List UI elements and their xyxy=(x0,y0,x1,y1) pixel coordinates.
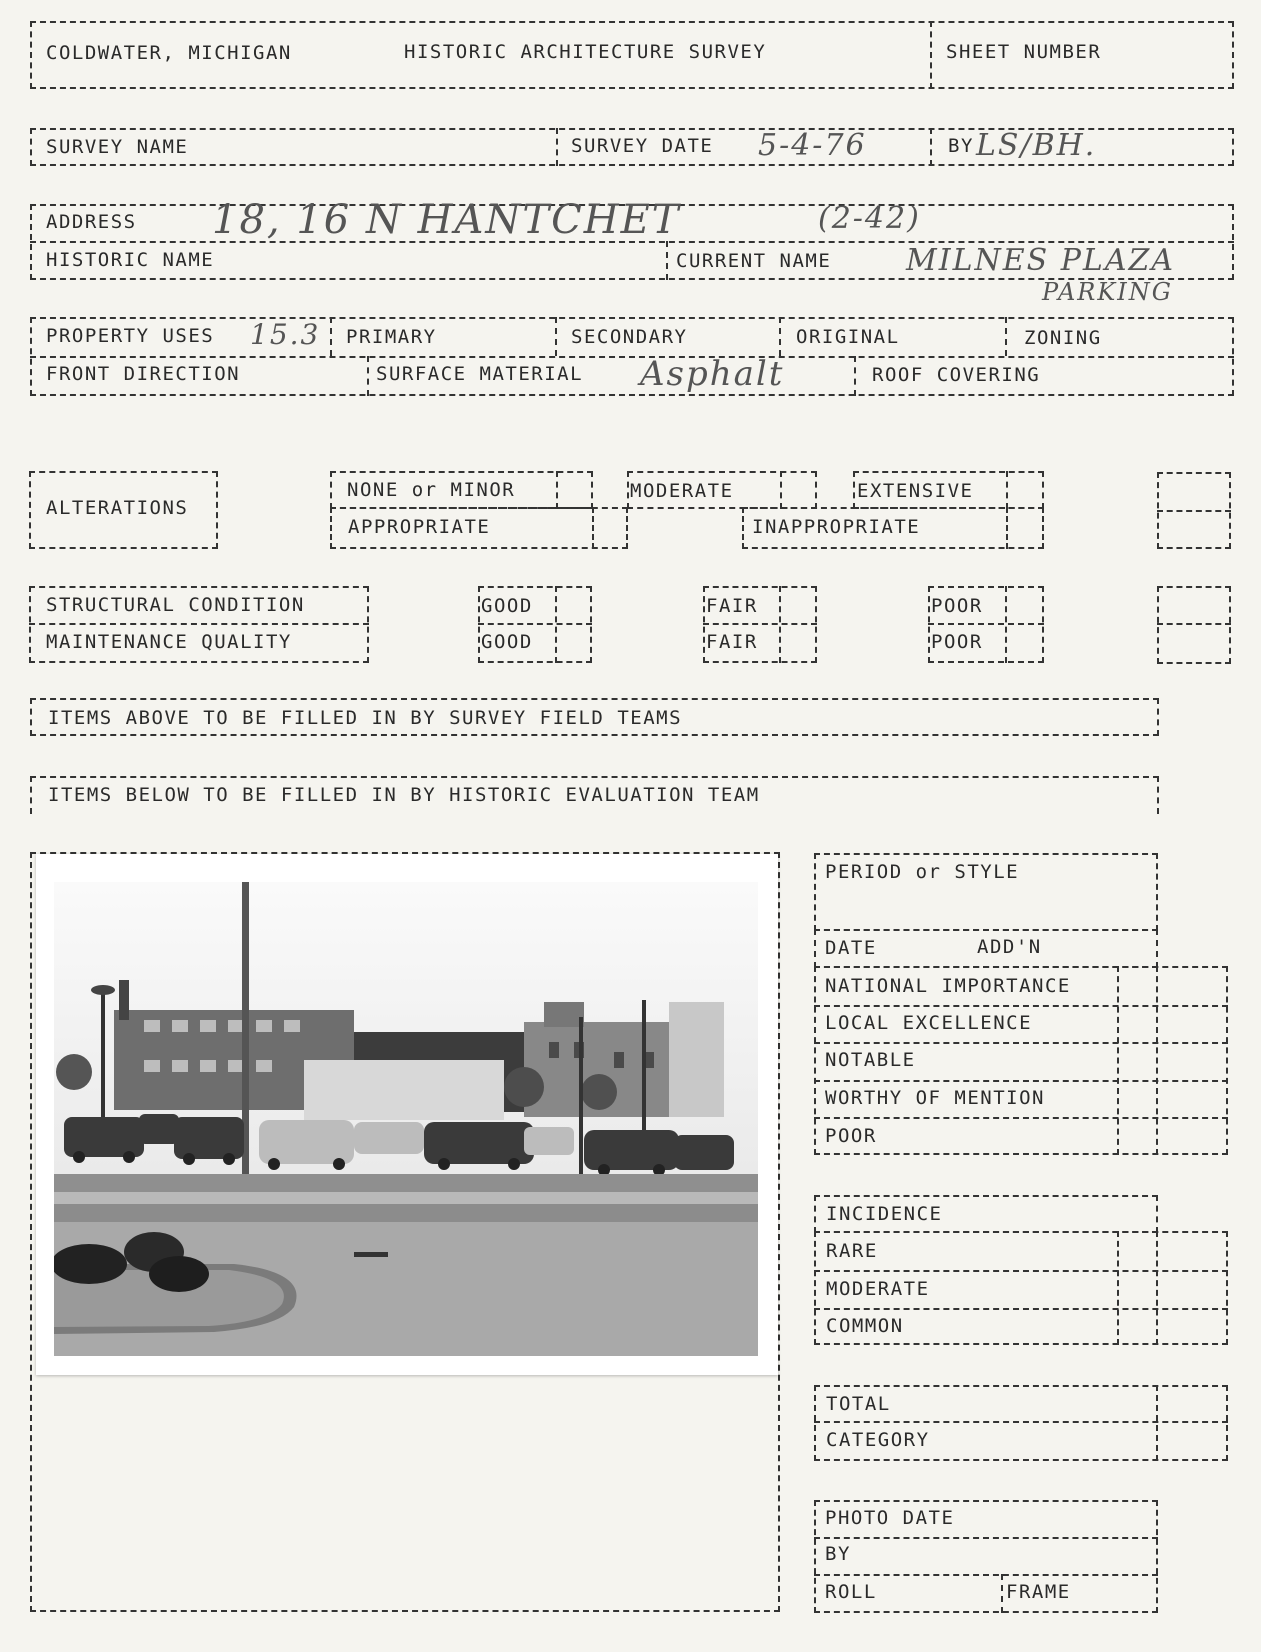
roof-covering-label: ROOF COVERING xyxy=(872,364,1041,386)
total-row-div xyxy=(814,1421,1228,1423)
property-row-divider xyxy=(30,356,1234,358)
property-uses-label: PROPERTY USES xyxy=(46,325,215,347)
poor-label-2: POOR xyxy=(931,631,983,653)
primary-label: PRIMARY xyxy=(346,326,437,348)
surface-material-label: SURFACE MATERIAL xyxy=(376,363,584,385)
survey-divider-2 xyxy=(930,128,932,166)
structural-condition-label: STRUCTURAL CONDITION xyxy=(46,594,305,616)
eval-row-div xyxy=(814,1117,1228,1119)
prop-div-2 xyxy=(555,317,557,356)
good-div xyxy=(478,623,592,625)
frame-label: FRAME xyxy=(1006,1581,1071,1603)
total-label: TOTAL xyxy=(826,1393,891,1415)
category-label: CATEGORY xyxy=(826,1429,930,1451)
current-name-value-1[interactable]: MILNES PLAZA xyxy=(906,243,1176,278)
current-name-label: CURRENT NAME xyxy=(676,250,832,272)
worthy-of-mention-label: WORTHY OF MENTION xyxy=(825,1087,1045,1109)
poor-label-1: POOR xyxy=(931,595,983,617)
date-label: DATE xyxy=(825,937,877,959)
form-title: HISTORIC ARCHITECTURE SURVEY xyxy=(404,41,767,63)
rare-label: RARE xyxy=(826,1240,878,1262)
address-note: (2-42) xyxy=(818,201,921,236)
note-below: ITEMS BELOW TO BE FILLED IN BY HISTORIC EVALUATION TEAM xyxy=(48,784,760,806)
addn-label: ADD'N xyxy=(977,936,1042,958)
alterations-score-div xyxy=(1157,510,1231,512)
note-above: ITEMS ABOVE TO BE FILLED IN BY SURVEY FIELD TEAMS xyxy=(48,707,683,729)
inc-row-div xyxy=(814,1270,1228,1272)
fair-label-1: FAIR xyxy=(706,595,758,617)
secondary-label: SECONDARY xyxy=(571,326,688,348)
alterations-label: ALTERATIONS xyxy=(46,497,189,519)
extensive-check-div xyxy=(1006,471,1008,509)
city-label: COLDWATER, MICHIGAN xyxy=(46,42,292,64)
fair-div xyxy=(703,623,817,625)
photo-info-div xyxy=(814,1537,1158,1539)
property-uses-value[interactable]: 15.3 xyxy=(250,318,321,351)
building-far-right xyxy=(669,1002,724,1117)
inc-row-div xyxy=(814,1308,1228,1310)
maintenance-quality-label: MAINTENANCE QUALITY xyxy=(46,631,292,653)
car xyxy=(524,1127,574,1155)
fair-check-div xyxy=(779,586,781,663)
car xyxy=(584,1130,679,1170)
header-divider xyxy=(930,21,932,89)
prop-div-3 xyxy=(779,317,781,356)
national-importance-label: NATIONAL IMPORTANCE xyxy=(825,975,1071,997)
car xyxy=(674,1135,734,1170)
eval-check-div-2 xyxy=(1156,966,1158,1155)
eval-row-div xyxy=(814,1080,1228,1082)
extensive-label: EXTENSIVE xyxy=(857,480,974,502)
fair-label-2: FAIR xyxy=(706,631,758,653)
front-direction-label: FRONT DIRECTION xyxy=(46,363,241,385)
photo-print xyxy=(36,854,778,1375)
current-name-value-2[interactable]: PARKING xyxy=(1042,278,1173,306)
photo-date-label: PHOTO DATE xyxy=(825,1507,955,1529)
prop-div-5 xyxy=(367,356,369,396)
eval-row-div xyxy=(814,1042,1228,1044)
address-value[interactable]: 18, 16 N HANTCHET xyxy=(212,197,681,243)
car xyxy=(259,1120,354,1164)
moderate-check-div xyxy=(780,471,782,509)
photo-info-div xyxy=(814,1574,1158,1576)
original-label: ORIGINAL xyxy=(796,326,900,348)
prop-div-1 xyxy=(330,317,332,356)
curb xyxy=(54,1192,758,1204)
condition-label-div xyxy=(29,623,369,625)
total-value-div xyxy=(1156,1385,1158,1461)
local-excellence-label: LOCAL EXCELLENCE xyxy=(825,1012,1033,1034)
car xyxy=(174,1117,244,1159)
none-minor-label: NONE or MINOR xyxy=(347,479,516,501)
period-style-label: PERIOD or STYLE xyxy=(825,861,1020,883)
eval-check-div-1 xyxy=(1117,966,1119,1155)
notable-label: NOTABLE xyxy=(825,1049,916,1071)
incidence-label: INCIDENCE xyxy=(826,1203,943,1225)
inappropriate-check-div xyxy=(1006,507,1008,549)
good-check-div xyxy=(555,586,557,663)
appropriate-check-div xyxy=(592,507,594,549)
sheet-number-label: SHEET NUMBER xyxy=(946,41,1102,63)
none-minor-check-div xyxy=(556,471,558,509)
car xyxy=(354,1122,424,1154)
shrub xyxy=(149,1256,209,1292)
car xyxy=(64,1117,144,1157)
prop-div-6 xyxy=(854,356,856,396)
poor-check-div xyxy=(1005,586,1007,663)
photo-by-label: BY xyxy=(825,1543,851,1565)
car xyxy=(139,1114,179,1144)
inc-check-div-1 xyxy=(1117,1231,1119,1345)
common-label: COMMON xyxy=(826,1315,904,1337)
poor-div xyxy=(928,623,1044,625)
inc-check-div-2 xyxy=(1156,1231,1158,1345)
car xyxy=(424,1122,534,1164)
address-label: ADDRESS xyxy=(46,211,137,233)
prop-div-4 xyxy=(1005,317,1007,356)
good-label-2: GOOD xyxy=(481,631,533,653)
condition-score-div xyxy=(1157,623,1231,625)
shrub xyxy=(54,1244,127,1284)
eval-poor-label: POOR xyxy=(825,1125,877,1147)
survey-date-label: SURVEY DATE xyxy=(571,135,714,157)
parking-lot-photo xyxy=(54,882,758,1356)
inappropriate-label: INAPPROPRIATE xyxy=(752,516,921,538)
survey-by-label: BY xyxy=(948,135,974,157)
zoning-label: ZONING xyxy=(1024,327,1102,349)
surface-material-value[interactable]: Asphalt xyxy=(640,354,785,394)
moderate-label: MODERATE xyxy=(630,480,734,502)
survey-divider-1 xyxy=(556,128,558,166)
survey-name-label: SURVEY NAME xyxy=(46,136,189,158)
condition-score-box[interactable] xyxy=(1157,586,1231,664)
survey-date-value[interactable]: 5-4-76 xyxy=(758,128,867,163)
survey-by-value[interactable]: LS/BH. xyxy=(976,128,1097,163)
names-divider xyxy=(666,241,668,280)
eval-row-div xyxy=(814,1005,1228,1007)
inc-moderate-label: MODERATE xyxy=(826,1278,930,1300)
historic-name-label: HISTORIC NAME xyxy=(46,249,215,271)
roll-frame-div xyxy=(1001,1574,1003,1613)
building-white-mid xyxy=(304,1060,504,1120)
appropriate-label: APPROPRIATE xyxy=(348,516,491,538)
roll-label: ROLL xyxy=(825,1581,877,1603)
good-label-1: GOOD xyxy=(481,595,533,617)
